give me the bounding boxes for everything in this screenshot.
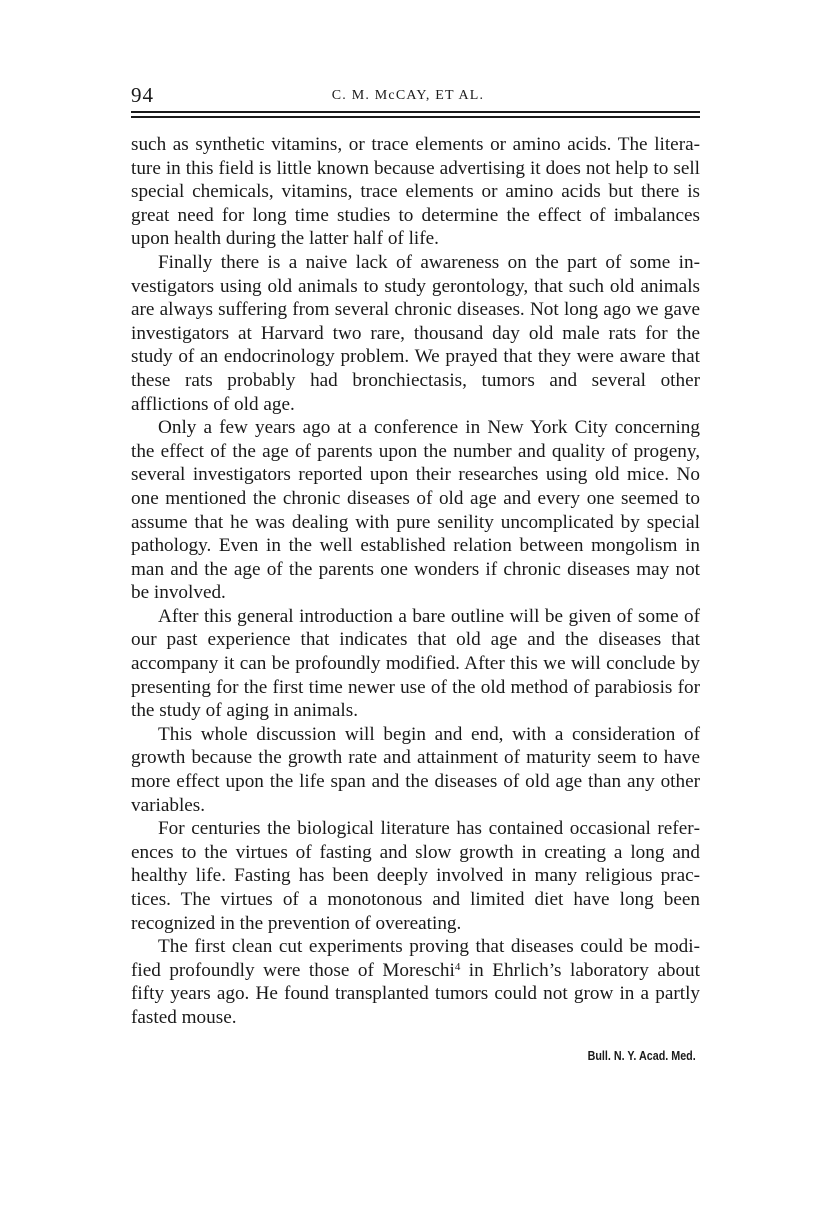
paragraph-1: such as synthetic vitamins, or trace elements or amino acids. The literature in this field is little known because advertising it does not help to sell special chemicals, vitamins, trace elements or amino acids but there is great need for long time studies to determine the effect of imbalances upon health during the latter half of life. bbox=[131, 134, 700, 250]
paragraph-4: After this general introduction a bare outline will be given of some of our past experience that indicates that old age and the diseases that accompany it can be profoundly modified. After this we will conclude by presenting for the first time newer use of the old method of parabiosis for the study of aging in animals. bbox=[131, 605, 700, 722]
footnote-reference: 4 bbox=[454, 960, 461, 973]
paragraph-3: Only a few years ago at a conference in New York City concerning the effect of the age of parents upon the number and quality of progeny, several investigators reported upon their researches using old mice. No one mentioned the chronic diseases of old age and every one seemed to assume that he was dealing with pure senility uncomplicated by special pathology. Even in the well established relation between mongolism in man and the age of the parents one wonders if chronic diseases may not be involved. bbox=[131, 417, 700, 604]
paragraph-7-text-before: The first clean cut experiments proving that diseases could be modified profoundly were those of Moreschi bbox=[131, 936, 700, 981]
paragraph-7-text-after: in Ehrlich’s laboratory about fifty years ago. He found transplanted tumors could not grow in a partly fasted mouse. bbox=[131, 959, 700, 1028]
body-text bbox=[131, 133, 700, 1030]
page-number: 94 bbox=[131, 83, 154, 107]
header-rule-bottom bbox=[131, 116, 700, 118]
header-rule-top bbox=[131, 111, 700, 113]
paragraph-7 bbox=[131, 935, 700, 1029]
paragraph-2: Finally there is a naive lack of awareness on the part of some investigators using old animals to study gerontology, that such old animals are always suffering from several chronic diseases. Not long ago we gave investigators at Harvard two rare, thousand day old male rats for the study of an endocrinology problem. We prayed that they were aware that these rats probably had bronchiectasis, tumors and several other afflictions of old age. bbox=[131, 251, 700, 415]
journal-citation: Bull. N. Y. Acad. Med. bbox=[587, 1049, 696, 1063]
paragraph-5: This whole discussion will begin and end, with a consideration of growth because the growth rate and attainment of maturity seem to have more effect upon the life span and the diseases of old age than any other variables. bbox=[131, 723, 700, 816]
paragraph-6: For centuries the biological literature has contained occasional references to the virtues of fasting and slow growth in creating a long and healthy life. Fasting has been deeply involved in many religious practices. The virtues of a monotonous and limited diet have long been recognized in the prevention of overeating. bbox=[131, 818, 700, 934]
running-title: C. M. McCAY, ET AL. bbox=[331, 88, 485, 103]
